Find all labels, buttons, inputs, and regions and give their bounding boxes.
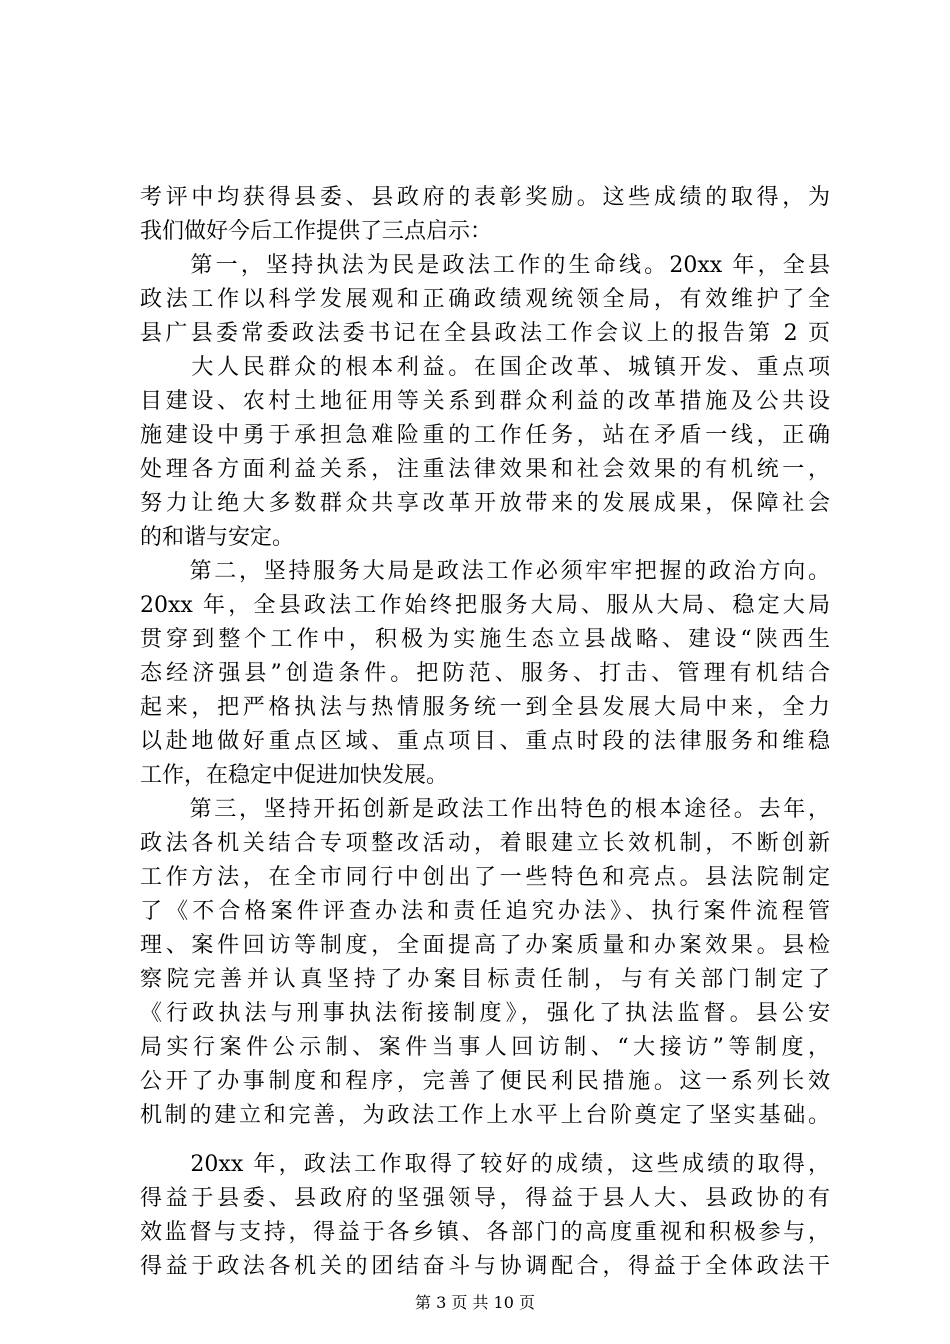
- text-line-12: 第二，坚持服务大局是政法工作必须牢牢把握的政治方向。: [140, 559, 830, 584]
- text-line-15: 态经济强县”创造条件。把防范、服务、打击、管理有机结合: [140, 661, 830, 686]
- text-line-28: 机制的建立和完善，为政法工作上水平上台阶奠定了坚实基础。: [140, 1103, 830, 1128]
- text-line-19: 第三，坚持开拓创新是政法工作出特色的根本途径。去年，: [140, 797, 830, 822]
- text-line-32: 得益于政法各机关的团结奋斗与协调配合，得益于全体政法干: [140, 1254, 830, 1279]
- text-line-31: 效监督与支持，得益于各乡镇、各部门的高度重视和积极参与，: [140, 1220, 830, 1245]
- text-line-18: 工作，在稳定中促进加快发展。: [140, 763, 449, 788]
- text-line-26: 局实行案件公示制、案件当事人回访制、“大接访”等制度，: [140, 1035, 830, 1060]
- text-line-23: 理、案件回访等制度，全面提高了办案质量和办案效果。县检: [140, 933, 830, 958]
- text-line-10: 努力让绝大多数群众共享改革开放带来的发展成果，保障社会: [140, 491, 830, 516]
- text-line-30: 得益于县委、县政府的坚强领导，得益于县人大、县政协的有: [140, 1186, 830, 1211]
- text-line-5: 县广县委常委政法委书记在全县政法工作会议上的报告第 2 页: [140, 321, 830, 346]
- text-line-29: 20xx 年，政法工作取得了较好的成绩，这些成绩的取得，: [140, 1152, 830, 1177]
- text-line-1: 考评中均获得县委、县政府的表彰奖励。这些成绩的取得，为: [140, 185, 830, 210]
- text-line-9: 处理各方面利益关系，注重法律效果和社会效果的有机统一，: [140, 457, 830, 482]
- text-line-17: 以赴地做好重点区域、重点项目、重点时段的法律服务和维稳: [140, 729, 830, 754]
- text-line-27: 公开了办事制度和程序，完善了便民利民措施。这一系列长效: [140, 1069, 830, 1094]
- text-line-21: 工作方法，在全市同行中创出了一些特色和亮点。县法院制定: [140, 865, 830, 890]
- page-footer: 第 3 页 共 10 页: [415, 1293, 535, 1312]
- text-line-16: 起来，把严格执法与热情服务统一到全县发展大局中来，全力: [140, 695, 830, 720]
- text-line-8: 施建设中勇于承担急难险重的工作任务，站在矛盾一线，正确: [140, 423, 830, 448]
- text-line-25: 《行政执法与刑事执法衔接制度》，强化了执法监督。县公安: [140, 1001, 830, 1026]
- text-line-14: 贯穿到整个工作中，积极为实施生态立县战略、建设“陕西生: [140, 627, 830, 652]
- text-line-22: 了《不合格案件评查办法和责任追究办法》、执行案件流程管: [140, 899, 830, 924]
- text-line-6: 大人民群众的根本利益。在国企改革、城镇开发、重点项: [140, 355, 830, 380]
- text-line-4: 政法工作以科学发展观和正确政绩观统领全局，有效维护了全: [140, 287, 830, 312]
- text-line-13: 20xx 年，全县政法工作始终把服务大局、服从大局、稳定大局: [140, 593, 830, 618]
- text-line-24: 察院完善并认真坚持了办案目标责任制，与有关部门制定了: [140, 967, 830, 992]
- text-line-3: 第一，坚持执法为民是政法工作的生命线。20xx 年，全县: [140, 253, 830, 278]
- text-line-11: 的和谐与安定。: [140, 525, 295, 550]
- text-line-2: 我们做好今后工作提供了三点启示：: [140, 219, 493, 244]
- text-line-7: 目建设、农村土地征用等关系到群众利益的改革措施及公共设: [140, 389, 830, 414]
- text-line-20: 政法各机关结合专项整改活动，着眼建立长效机制，不断创新: [140, 831, 830, 856]
